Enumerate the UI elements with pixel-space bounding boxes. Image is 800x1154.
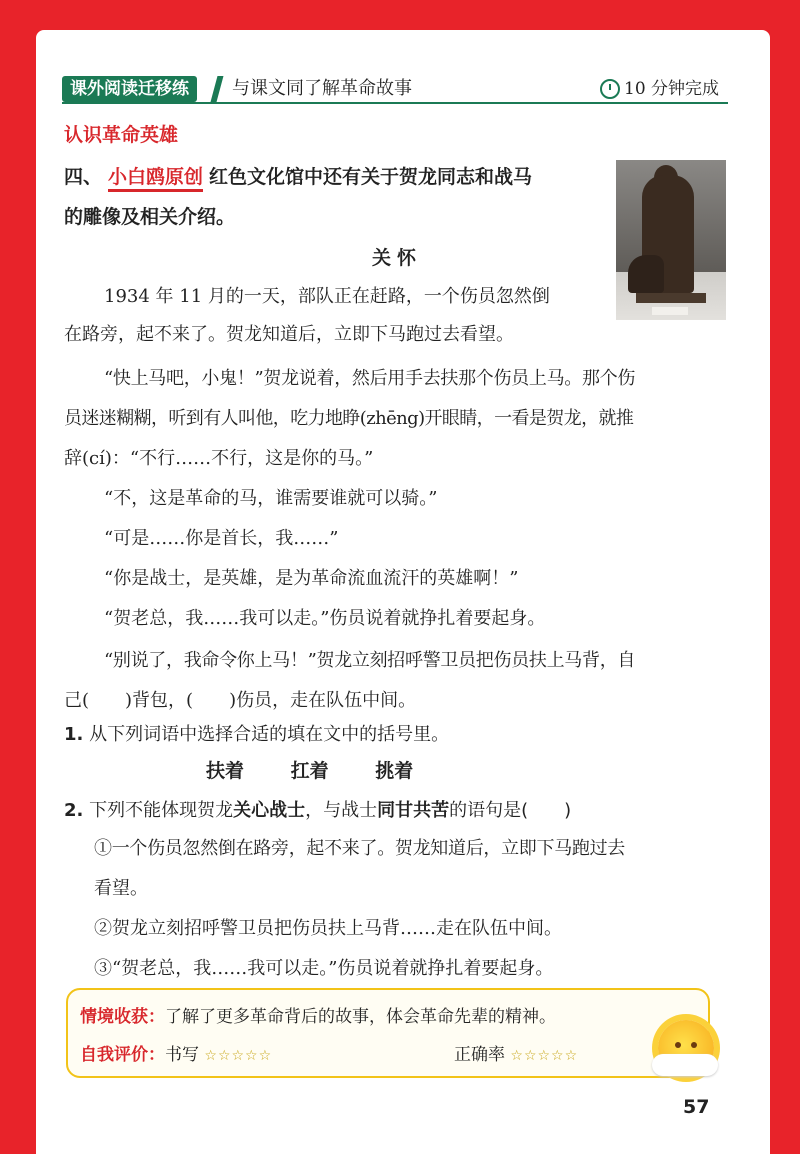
story-line: 辞(cí)：“不行……不行，这是你的马。” xyxy=(64,448,374,469)
writing-label: 书写 xyxy=(165,1045,199,1065)
question-2-text-b: ，与战士 xyxy=(305,800,378,821)
gain-row xyxy=(80,1002,556,1027)
header-rule xyxy=(62,102,728,104)
question-2-bold-1: 关心战士 xyxy=(233,800,306,821)
story-title: 关怀 xyxy=(372,247,423,269)
section-title: 认识革命英雄 xyxy=(64,124,179,146)
accuracy-row xyxy=(454,1040,578,1065)
gain-text: 了解了更多革命背后的故事，体会革命先辈的精神。 xyxy=(165,1007,556,1027)
option-word[interactable]: 扶着 xyxy=(206,760,245,782)
header-tag: 课外阅读迁移练 xyxy=(62,76,197,102)
question-1-text: 从下列词语中选择合适的填在文中的括号里。 xyxy=(89,724,450,745)
eval-label: 自我评价： xyxy=(80,1045,165,1065)
question-4-line-2: 的雕像及相关介绍。 xyxy=(64,206,236,228)
header-time: 10 分钟完成 xyxy=(624,79,720,99)
accuracy-rating-icon[interactable]: ☆☆☆☆☆ xyxy=(510,1048,579,1064)
question-2-text-c: 的语句是( ) xyxy=(449,800,572,821)
word-options xyxy=(206,756,453,783)
story-line: “你是战士，是英雄，是为革命流血流汗的英雄啊！” xyxy=(104,568,519,589)
story-line: “别说了，我命令你上马！”贺龙立刻招呼警卫员把伤员扶上马背，自 xyxy=(104,650,636,671)
question-4-line-1: 红色文化馆中还有关于贺龙同志和战马 xyxy=(209,166,533,188)
story-line: 1934 年 11 月的一天，部队正在赶路，一个伤员忽然倒 xyxy=(104,286,550,307)
gain-label: 情境收获： xyxy=(80,1007,165,1027)
statue-horse xyxy=(628,255,664,293)
choice-line[interactable]: ②贺龙立刻招呼警卫员把伤员扶上马背……走在队伍中间。 xyxy=(94,918,562,939)
page-number: 57 xyxy=(683,1096,710,1118)
statue-plaque xyxy=(652,307,688,315)
question-2 xyxy=(64,796,571,822)
question-1-number: 1. xyxy=(64,724,84,745)
question-2-bold-2: 同甘共苦 xyxy=(377,800,450,821)
question-2-text-a: 下列不能体现贺龙 xyxy=(89,800,234,821)
eval-row xyxy=(80,1040,272,1065)
question-2-number: 2. xyxy=(64,800,84,821)
story-line: “贺老总，我……我可以走。”伤员说着就挣扎着要起身。 xyxy=(104,608,546,629)
header-subtitle: 与课文同了解革命故事 xyxy=(232,78,412,99)
choice-line: 看望。 xyxy=(94,878,148,899)
statue-base xyxy=(636,293,706,303)
original-badge: 小白鸥原创 xyxy=(108,166,203,192)
option-word[interactable]: 扛着 xyxy=(290,760,329,782)
question-4-intro xyxy=(64,162,532,189)
story-line: 在路旁，起不来了。贺龙知道后，立即下马跑过去看望。 xyxy=(64,324,514,345)
option-word[interactable]: 挑着 xyxy=(375,760,414,782)
story-line: “快上马吧，小鬼！”贺龙说着，然后用手去扶那个伤员上马。那个伤 xyxy=(104,368,636,389)
story-line: 己( )背包，( )伤员，走在队伍中间。 xyxy=(64,690,417,711)
story-line: “不，这是革命的马，谁需要谁就可以骑。” xyxy=(104,488,438,509)
alarm-clock-icon xyxy=(600,79,620,99)
question-4-number: 四、 xyxy=(64,166,103,188)
writing-rating-icon[interactable]: ☆☆☆☆☆ xyxy=(204,1048,273,1064)
accuracy-label: 正确率 xyxy=(454,1045,505,1065)
story-line: “可是……你是首长，我……” xyxy=(104,528,339,549)
question-1 xyxy=(64,720,449,746)
choice-line[interactable]: ③“贺老总，我……我可以走。”伤员说着就挣扎着要起身。 xyxy=(94,958,554,979)
cloud-icon xyxy=(652,1054,718,1076)
story-line: 员迷迷糊糊，听到有人叫他，吃力地睁(zhēng)开眼睛，一看是贺龙，就推 xyxy=(64,408,634,429)
choice-line[interactable]: ①一个伤员忽然倒在路旁，起不来了。贺龙知道后，立即下马跑过去 xyxy=(94,838,625,859)
